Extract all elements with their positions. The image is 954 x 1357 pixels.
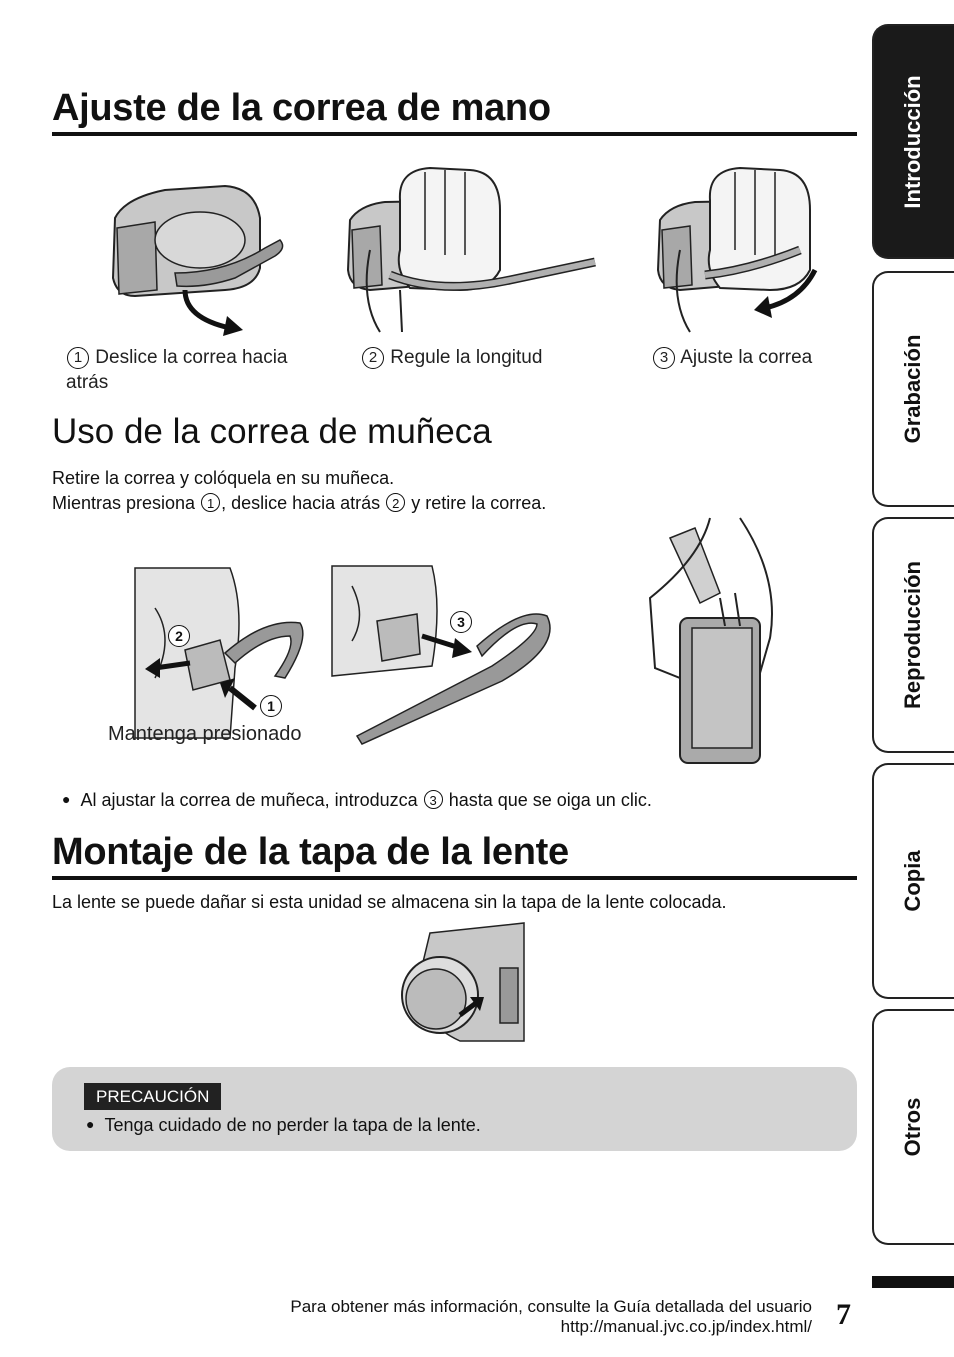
section-title-lens-cap: Montaje de la tapa de la lente <box>52 830 857 880</box>
bullet-icon: ● <box>62 791 71 807</box>
caution-label: PRECAUCIÓN <box>84 1083 221 1110</box>
tab-copia[interactable] <box>872 763 954 999</box>
fig-number-2: 2 <box>168 625 190 647</box>
step-number-1: 1 <box>67 347 89 369</box>
tab-label-otros: Otros <box>900 1097 925 1157</box>
step-number-3: 3 <box>653 347 675 369</box>
illustration-hand-strap-step3 <box>650 160 840 335</box>
note-text-b: hasta que se oiga un clic. <box>448 790 652 810</box>
illustration-wrist-strap-press <box>135 568 335 740</box>
wrist-strap-line-2-b: , deslice hacia atrás <box>221 493 381 513</box>
caution-text-value: Tenga cuidado de no perder la tapa de la lente. <box>104 1115 481 1135</box>
step-text-3: Ajuste la correa <box>680 347 813 368</box>
section-title-wrist-strap: Uso de la correa de muñeca <box>52 412 492 451</box>
footer-line-1: Para obtener más información, consulte la Guía detallada del usuario <box>290 1297 812 1316</box>
tab-grabacion[interactable] <box>872 271 954 507</box>
illustration-hand-strap-step2 <box>340 160 600 335</box>
tab-label-reproduccion: Reproducción <box>900 561 925 709</box>
tab-label-introduccion: Introducción <box>900 74 925 209</box>
illustration-wrist-strap-insert <box>332 566 562 744</box>
page-number: 7 <box>836 1298 851 1331</box>
note-ref-number: 3 <box>424 790 443 809</box>
wrist-strap-line-2 <box>52 491 546 516</box>
tab-label-grabacion: Grabación <box>900 334 925 444</box>
step-caption-1 <box>66 345 326 395</box>
tab-otros[interactable] <box>872 1009 954 1245</box>
fig-number-1: 1 <box>260 695 282 717</box>
footer-url[interactable]: http://manual.jvc.co.jp/index.html/ <box>560 1317 812 1336</box>
ref-number-1: 1 <box>201 493 220 512</box>
step-number-2: 2 <box>362 347 384 369</box>
wrist-strap-line-2-c: y retire la correa. <box>411 493 547 513</box>
step-caption-3 <box>652 345 852 370</box>
fig-number-3: 3 <box>450 611 472 633</box>
section-title-hand-strap: Ajuste de la correa de mano <box>52 86 857 136</box>
lens-cap-text: La lente se puede dañar si esta unidad se almacena sin la tapa de la lente colocada. <box>52 892 727 912</box>
wrist-strap-line-2-a: Mientras presiona <box>52 493 196 513</box>
illustration-hand-strap-step1 <box>105 178 295 338</box>
note-text-a: Al ajustar la correa de muñeca, introduzca <box>80 790 418 810</box>
illustration-wrist-strap-worn <box>640 518 790 770</box>
step-caption-2 <box>361 345 621 370</box>
caution-text <box>86 1112 481 1138</box>
ref-number-2: 2 <box>386 493 405 512</box>
hold-label: Mantenga presionado <box>108 723 302 745</box>
caution-bullet-icon: ● <box>86 1116 95 1132</box>
tab-bottom-bar <box>872 1276 954 1288</box>
step-text-1: Deslice la correa hacia atrás <box>66 347 288 393</box>
tab-introduccion[interactable] <box>872 24 954 259</box>
tab-reproduccion[interactable] <box>872 517 954 753</box>
illustration-lens-cap <box>400 923 526 1043</box>
wrist-strap-line-1: Retire la correa y colóquela en su muñeca. <box>52 468 395 488</box>
step-text-2: Regule la longitud <box>390 347 543 368</box>
tab-label-copia: Copia <box>900 850 925 912</box>
wrist-strap-note <box>62 787 652 813</box>
